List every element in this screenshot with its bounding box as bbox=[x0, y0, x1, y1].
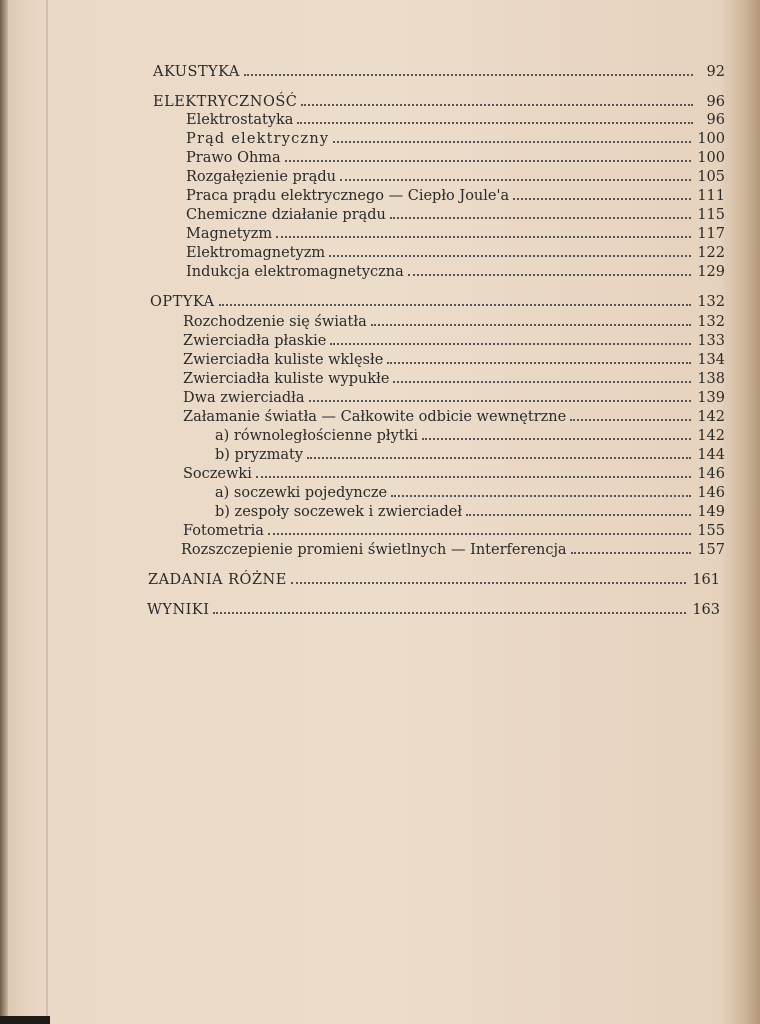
dot-leader bbox=[330, 343, 691, 345]
toc-entry-page: 163 bbox=[692, 602, 720, 618]
dot-leader bbox=[307, 457, 691, 459]
toc-entry-title: Rozszczepienie promieni świetlnych — Interferencja bbox=[181, 542, 567, 558]
dot-leader bbox=[333, 141, 691, 143]
toc-entry-page: 100 bbox=[697, 131, 725, 147]
toc-entry-magnetyzm bbox=[186, 225, 725, 243]
dot-leader bbox=[213, 612, 686, 614]
toc-entry-praca-pradu bbox=[186, 187, 725, 205]
toc-entry-page: 92 bbox=[706, 64, 725, 80]
dot-leader bbox=[297, 122, 693, 124]
toc-entry-title: Fotometria bbox=[183, 523, 264, 539]
toc-entry-title: a) równoległościenne płytki bbox=[215, 428, 419, 444]
toc-entry-elektrycznosc bbox=[153, 93, 725, 111]
toc-entry-zwierciadla-plaskie bbox=[183, 332, 725, 350]
toc-entry-title: Praca prądu elektrycznego — Ciepło Joule'a bbox=[186, 188, 510, 204]
toc-entry-zwierciadla-wypukle bbox=[183, 370, 725, 388]
toc-entry-title: Dwa zwierciadła bbox=[183, 390, 305, 406]
toc-entry-title: b) zespoły soczewek i zwierciadeł bbox=[215, 504, 463, 520]
dot-leader bbox=[309, 400, 692, 402]
toc-entry-page: 144 bbox=[697, 447, 725, 463]
toc-entry-wyniki bbox=[147, 601, 720, 619]
toc-entry-title: AKUSTYKA bbox=[153, 64, 240, 80]
toc-entry-rozchodzenie bbox=[183, 313, 725, 331]
toc-entry-page: 133 bbox=[697, 333, 725, 349]
toc-entry-title: Indukcja elektromagnetyczna bbox=[186, 264, 404, 280]
toc-entry-page: 157 bbox=[697, 542, 725, 558]
toc-entry-page: 134 bbox=[697, 352, 725, 368]
toc-entry-title: Rozgałęzienie prądu bbox=[186, 169, 336, 185]
toc-entry-title: Magnetyzm bbox=[186, 226, 273, 242]
toc-entry-page: 115 bbox=[697, 207, 725, 223]
toc-entry-dwa-zwierciadla bbox=[183, 389, 725, 407]
toc-entry-page: 138 bbox=[697, 371, 725, 387]
toc-entry-page: 142 bbox=[697, 409, 725, 425]
toc-entry-page: 117 bbox=[697, 226, 725, 242]
toc-entry-title: Zwierciadła kuliste wklęsłe bbox=[183, 352, 384, 368]
dot-leader bbox=[513, 198, 691, 200]
toc-entry-title: Prąd elektryczny bbox=[186, 131, 330, 147]
toc-entry-prawo-ohma bbox=[186, 149, 725, 167]
dot-leader bbox=[256, 476, 691, 478]
toc-entry-plytki bbox=[215, 427, 725, 445]
dot-leader bbox=[387, 362, 691, 364]
dot-leader bbox=[244, 74, 693, 76]
toc-entry-title: Elektrostatyka bbox=[186, 112, 294, 128]
toc-entry-elektromagnetyzm bbox=[186, 244, 725, 262]
toc-entry-title: b) pryzmaty bbox=[215, 447, 304, 463]
toc-entry-chemiczne bbox=[186, 206, 725, 224]
toc-entry-page: 111 bbox=[697, 188, 725, 204]
toc-entry-page: 132 bbox=[697, 314, 725, 330]
toc-entry-title: a) soczewki pojedyncze bbox=[215, 485, 388, 501]
dot-leader bbox=[276, 236, 691, 238]
toc-entry-indukcja bbox=[186, 263, 725, 281]
toc-entry-title: OPTYKA bbox=[150, 294, 215, 310]
toc-entry-title: Rozchodzenie się światła bbox=[183, 314, 367, 330]
toc-entry-page: 132 bbox=[697, 294, 725, 310]
toc-entry-page: 100 bbox=[697, 150, 725, 166]
toc-entry-title: Soczewki bbox=[183, 466, 252, 482]
toc-entry-page: 142 bbox=[697, 428, 725, 444]
toc-entry-title: Załamanie światła — Całkowite odbicie wewnętrzne bbox=[183, 409, 567, 425]
dot-leader bbox=[422, 438, 691, 440]
toc-entry-page: 129 bbox=[697, 264, 725, 280]
dot-leader bbox=[285, 160, 692, 162]
toc-entry-page: 96 bbox=[706, 94, 725, 110]
toc-entry-rozszczepienie bbox=[181, 541, 725, 559]
dot-leader bbox=[301, 104, 693, 106]
toc-entry-zalamanie bbox=[183, 408, 725, 426]
toc-entry-title: WYNIKI bbox=[147, 602, 210, 618]
toc-entry-optyka bbox=[150, 293, 725, 311]
toc-entry-page: 96 bbox=[706, 112, 725, 128]
dot-leader bbox=[391, 495, 691, 497]
toc-entry-page: 105 bbox=[697, 169, 725, 185]
toc-entry-title: Chemiczne działanie prądu bbox=[186, 207, 386, 223]
toc-entry-elektrostatyka bbox=[186, 111, 725, 129]
toc-entry-page: 155 bbox=[697, 523, 725, 539]
dot-leader bbox=[291, 582, 687, 584]
toc-entry-page: 149 bbox=[697, 504, 725, 520]
dot-leader bbox=[393, 381, 691, 383]
dot-leader bbox=[371, 324, 692, 326]
dot-leader bbox=[466, 514, 691, 516]
toc-entry-fotometria bbox=[183, 522, 725, 540]
toc-entry-page: 146 bbox=[697, 485, 725, 501]
toc-entry-soczewki-pojedyncze bbox=[215, 484, 725, 502]
dot-leader bbox=[329, 255, 691, 257]
toc-entry-page: 146 bbox=[697, 466, 725, 482]
toc-entry-prad-elektryczny bbox=[186, 130, 725, 148]
toc-entry-title: ZADANIA RÓŻNE bbox=[148, 572, 287, 588]
toc-entry-zadania bbox=[148, 571, 720, 589]
toc-entry-title: ELEKTRYCZNOŚĆ bbox=[153, 94, 298, 110]
dot-leader bbox=[219, 304, 692, 306]
toc-entry-soczewki bbox=[183, 465, 725, 483]
toc-entry-page: 161 bbox=[692, 572, 720, 588]
toc-entry-title: Zwierciadła płaskie bbox=[183, 333, 327, 349]
toc-entry-pryzmaty bbox=[215, 446, 725, 464]
dot-leader bbox=[408, 274, 692, 276]
dot-leader bbox=[390, 217, 691, 219]
toc-entry-akustyka bbox=[153, 63, 725, 81]
toc-entry-rozgalezienie bbox=[186, 168, 725, 186]
dot-leader bbox=[571, 552, 692, 554]
toc-entry-title: Zwierciadła kuliste wypukłe bbox=[183, 371, 390, 387]
toc-entry-title: Prawo Ohma bbox=[186, 150, 281, 166]
toc-entry-page: 122 bbox=[697, 245, 725, 261]
toc-entry-title: Elektromagnetyzm bbox=[186, 245, 326, 261]
toc-entry-zwierciadla-wklesle bbox=[183, 351, 725, 369]
dot-leader bbox=[268, 533, 691, 535]
dot-leader bbox=[570, 419, 691, 421]
toc-entry-page: 139 bbox=[697, 390, 725, 406]
toc-entry-zespoly bbox=[215, 503, 725, 521]
dot-leader bbox=[340, 179, 691, 181]
